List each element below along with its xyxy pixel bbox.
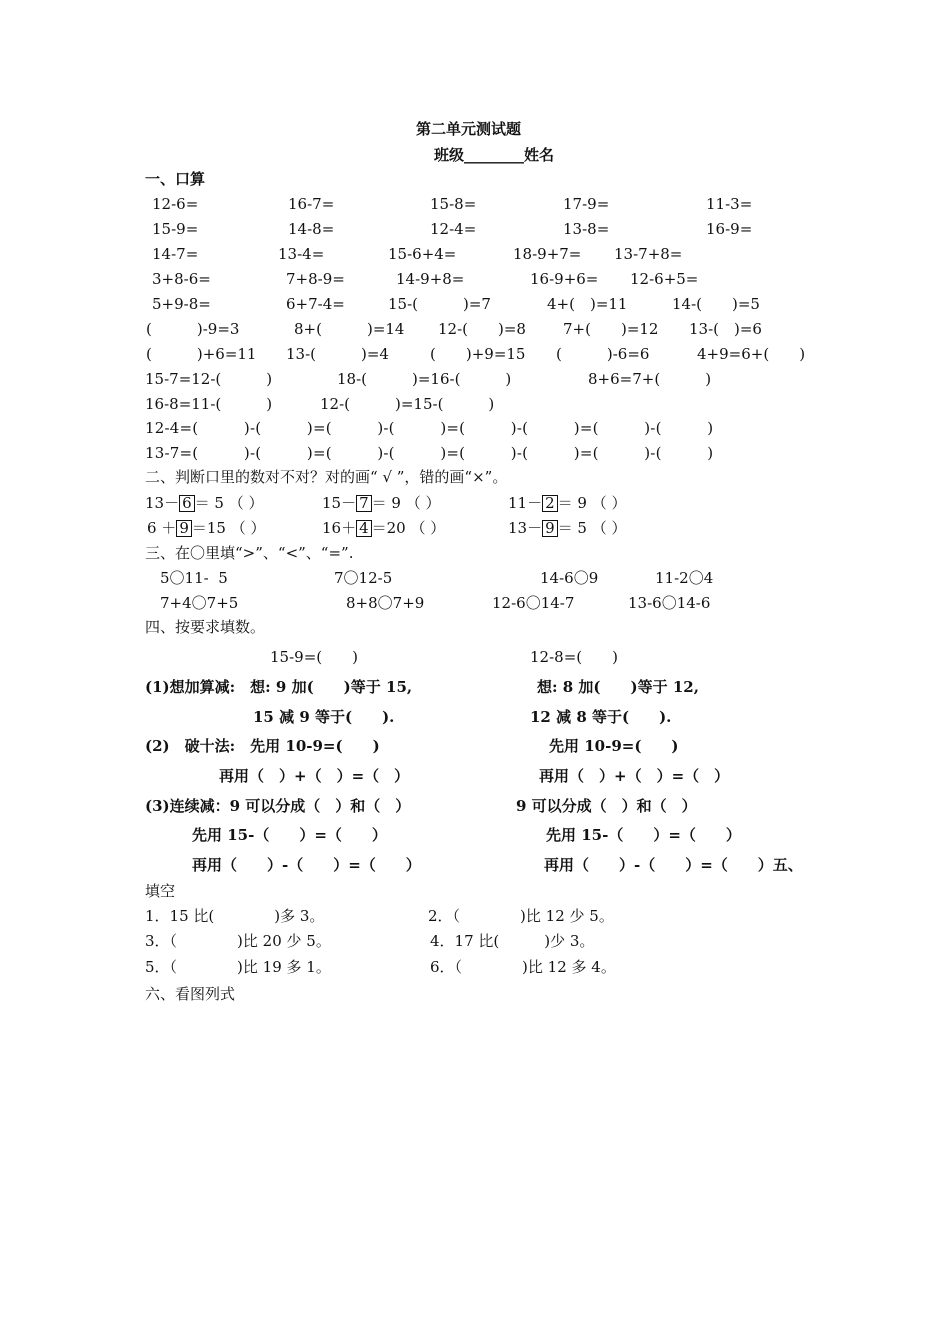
answer-box: 9 bbox=[542, 520, 558, 537]
calc-item: 12-4= bbox=[430, 220, 477, 238]
calc-item: 3+8-6= bbox=[152, 270, 211, 288]
method-3-line: 先用 15-（ ）=（ ） bbox=[192, 826, 387, 844]
calc-item: 12-6= bbox=[152, 195, 199, 213]
calc-item: 16-8=11-( ) bbox=[145, 395, 273, 413]
calc-item: 4+( )=11 bbox=[547, 295, 628, 313]
calc-chain: 13-7=( )-( )=( )-( )=( )-( )=( )-( ) bbox=[145, 444, 714, 462]
calc-item: 13-( )=4 bbox=[286, 345, 389, 363]
calc-item: 17-9= bbox=[563, 195, 610, 213]
section-6-heading: 六、看图列式 bbox=[145, 985, 236, 1003]
method-1-line: 想: 8 加( )等于 12, bbox=[537, 678, 699, 696]
calc-item: 16-7= bbox=[288, 195, 335, 213]
equation: 12-8=( ) bbox=[530, 648, 618, 666]
answer-box: 9 bbox=[176, 520, 192, 537]
calc-item: 18-( )=16-( ) bbox=[337, 370, 512, 388]
compare-item: 11-2〇4 bbox=[655, 569, 714, 587]
page-title: 第二单元测试题 bbox=[416, 120, 522, 138]
calc-item: 15-6+4= bbox=[388, 245, 457, 263]
judge-item: 16＋ 4 ＝20 （ ） bbox=[322, 519, 446, 537]
answer-box: 6 bbox=[179, 495, 195, 512]
calc-item: 18-9+7= bbox=[513, 245, 582, 263]
section-5-heading: 填空 bbox=[145, 882, 176, 900]
calc-item: 16-9= bbox=[706, 220, 753, 238]
answer-box: 7 bbox=[356, 495, 372, 512]
calc-chain: 12-4=( )-( )=( )-( )=( )-( )=( )-( ) bbox=[145, 419, 714, 437]
fill-item: 3．（ )比 20 少 5。 bbox=[145, 932, 331, 950]
calc-item: 8+6=7+( ) bbox=[588, 370, 712, 388]
section-2-heading: 二、判断口里的数对不对？对的画“ √ ”，错的画“×”。 bbox=[145, 468, 508, 486]
method-1-line: (1)想加算减: 想: 9 加( )等于 15, bbox=[145, 678, 413, 696]
calc-item: 12-6+5= bbox=[630, 270, 699, 288]
calc-item: 15-( )=7 bbox=[388, 295, 491, 313]
fill-item: 4．17 比( )少 3。 bbox=[430, 932, 595, 950]
compare-item: 8+8〇7+9 bbox=[346, 594, 425, 612]
calc-item: 13-7+8= bbox=[614, 245, 683, 263]
judge-item: 6 ＋ 9 ＝15 （ ） bbox=[147, 519, 266, 537]
calc-item: 14-9+8= bbox=[396, 270, 465, 288]
calc-item: ( )+9=15 bbox=[430, 345, 526, 363]
method-3-line: 再用（ ）-（ ）=（ ）五、 bbox=[544, 856, 803, 874]
calc-item: 13-4= bbox=[278, 245, 325, 263]
section-3-heading: 三、在〇里填“>”、“<”、“=”. bbox=[145, 544, 354, 562]
calc-item: 8+( )=14 bbox=[294, 320, 405, 338]
method-2-line: 再用（ ）+（ ）=（ ） bbox=[219, 767, 410, 785]
method-1-line: 12 减 8 等于( ). bbox=[530, 708, 672, 726]
answer-box: 2 bbox=[542, 495, 558, 512]
calc-item: 6+7-4= bbox=[286, 295, 345, 313]
method-3-line: 9 可以分成（ ）和（ ） bbox=[516, 797, 697, 815]
calc-item: 14-( )=5 bbox=[672, 295, 760, 313]
section-4-heading: 四、按要求填数。 bbox=[145, 618, 266, 636]
method-2-line: (2) 破十法: 先用 10-9=( ) bbox=[145, 737, 380, 755]
method-3-line: 再用（ ）-（ ）=（ ） bbox=[192, 856, 421, 874]
calc-item: 5+9-8= bbox=[152, 295, 211, 313]
calc-item: 7+( )=12 bbox=[563, 320, 659, 338]
judge-item: 13－ 6 ＝ 5 （ ） bbox=[145, 494, 264, 512]
answer-box: 4 bbox=[356, 520, 372, 537]
calc-item: 15-7=12-( ) bbox=[145, 370, 273, 388]
judge-item: 13－ 9 ＝ 5 （ ） bbox=[508, 519, 627, 537]
calc-item: 4+9=6+( ) bbox=[697, 345, 806, 363]
calc-item: 14-8= bbox=[288, 220, 335, 238]
method-3-line: 先用 15-（ ）=（ ） bbox=[546, 826, 741, 844]
calc-item: 12-( )=15-( ) bbox=[320, 395, 495, 413]
calc-item: 11-3= bbox=[706, 195, 753, 213]
calc-item: 16-9+6= bbox=[530, 270, 599, 288]
judge-item: 15－ 7 ＝ 9 （ ） bbox=[322, 494, 441, 512]
fill-item: 6．（ )比 12 多 4。 bbox=[430, 958, 616, 976]
calc-item: 13-( )=6 bbox=[689, 320, 762, 338]
compare-item: 12-6〇14-7 bbox=[492, 594, 575, 612]
calc-item: ( )-9=3 bbox=[146, 320, 240, 338]
calc-item: ( )+6=11 bbox=[146, 345, 257, 363]
compare-item: 14-6〇9 bbox=[540, 569, 599, 587]
class-name-line: 班级________姓名 bbox=[434, 146, 555, 164]
calc-item: ( )-6=6 bbox=[556, 345, 650, 363]
section-1-heading: 一、口算 bbox=[145, 170, 206, 188]
method-3-line: (3)连续减：9 可以分成（ ）和（ ） bbox=[145, 797, 411, 815]
fill-item: 1．15 比( )多 3。 bbox=[145, 907, 325, 925]
method-2-line: 再用（ ）+（ ）=（ ） bbox=[539, 767, 730, 785]
compare-item: 7〇12-5 bbox=[334, 569, 393, 587]
compare-item: 5〇11- 5 bbox=[160, 569, 228, 587]
calc-item: 7+8-9= bbox=[286, 270, 345, 288]
method-1-line: 15 减 9 等于( ). bbox=[253, 708, 395, 726]
method-2-line: 先用 10-9=( ) bbox=[549, 737, 679, 755]
calc-item: 15-8= bbox=[430, 195, 477, 213]
compare-item: 13-6〇14-6 bbox=[628, 594, 711, 612]
fill-item: 2．（ )比 12 少 5。 bbox=[428, 907, 614, 925]
calc-item: 12-( )=8 bbox=[438, 320, 526, 338]
compare-item: 7+4〇7+5 bbox=[160, 594, 239, 612]
fill-item: 5．（ )比 19 多 1。 bbox=[145, 958, 331, 976]
calc-item: 15-9= bbox=[152, 220, 199, 238]
calc-item: 14-7= bbox=[152, 245, 199, 263]
judge-item: 11－ 2 ＝ 9 （ ） bbox=[508, 494, 627, 512]
equation: 15-9=( ) bbox=[270, 648, 358, 666]
calc-item: 13-8= bbox=[563, 220, 610, 238]
